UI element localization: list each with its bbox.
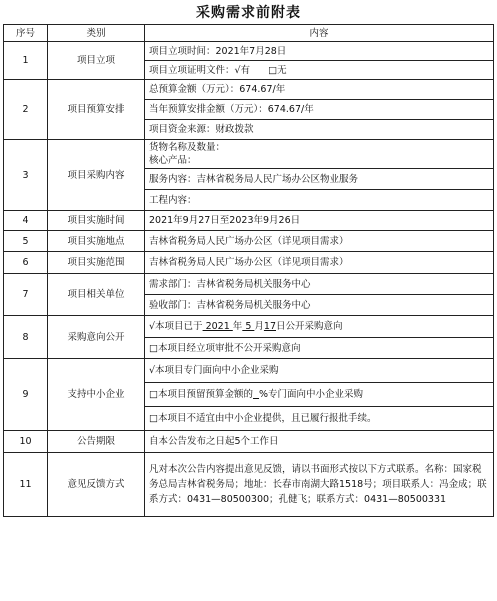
- table-header-row: [4, 25, 494, 42]
- row-category: 意见反馈方式: [48, 453, 145, 517]
- notice-year: 2021: [202, 321, 233, 332]
- row-content: 项目资金来源：财政拨款: [145, 120, 494, 140]
- table-row: [4, 231, 494, 252]
- requirements-table: [3, 24, 494, 517]
- row-category: 项目采购内容: [48, 140, 145, 211]
- table-row: [4, 453, 494, 517]
- row-content: [145, 140, 494, 169]
- row-number: 3: [4, 140, 48, 211]
- row-number: 6: [4, 252, 48, 274]
- row-category: 项目实施地点: [48, 231, 145, 252]
- notice-suffix: 日公开采购意向: [276, 321, 343, 332]
- notice-prefix: √本项目已于: [149, 321, 203, 332]
- notice-month-unit: 月: [254, 321, 264, 332]
- row-number: 10: [4, 431, 48, 453]
- row-number: 4: [4, 211, 48, 231]
- notice-month: 5: [242, 321, 255, 332]
- row-category: 项目实施范围: [48, 252, 145, 274]
- notice-year-unit: 年: [232, 321, 243, 332]
- row-content: 项目立项证明文件：√有 □无: [145, 61, 494, 80]
- row-content: □本项目不适宜由中小企业提供，且已履行报批手续。: [145, 407, 494, 431]
- row-content: 凡对本次公告内容提出意见反馈，请以书面形式按以下方式联系。名称：国家税务总局吉林省税务局；地址：长春市南湖大路1518号；项目联系人：冯金成；联系方式：0431—80500300；孔健飞；联系方式：0431—80500331: [145, 453, 494, 517]
- header-no: 序号: [4, 25, 48, 42]
- row-content: [145, 383, 494, 407]
- row-number: 1: [4, 42, 48, 80]
- page-title: 采购需求前附表: [196, 5, 301, 21]
- row-number: 2: [4, 80, 48, 140]
- table-row: [4, 274, 494, 295]
- row-content: 自本公告发布之日起5个工作日: [145, 431, 494, 453]
- table-row: [4, 42, 494, 61]
- core-product-line: 核心产品：: [149, 155, 197, 166]
- row-category: 项目预算安排: [48, 80, 145, 140]
- row-number: 8: [4, 316, 48, 359]
- row-content: 当年预算安排金额（万元）：674.67/年: [145, 100, 494, 120]
- row-content: 总预算金额（万元）：674.67/年: [145, 80, 494, 100]
- row-content: 工程内容：: [145, 190, 494, 211]
- row-content: 项目立项时间：2021年7月28日: [145, 42, 494, 61]
- row-content: 吉林省税务局人民广场办公区（详见项目需求）: [145, 231, 494, 252]
- reserve-prefix: □本项目预留预算金额的: [149, 389, 253, 400]
- row-content: 吉林省税务局人民广场办公区（详见项目需求）: [145, 252, 494, 274]
- row-content: √本项目专门面向中小企业采购: [145, 359, 494, 383]
- row-content: [145, 316, 494, 338]
- row-content: 验收部门：吉林省税务局机关服务中心: [145, 295, 494, 316]
- row-number: 7: [4, 274, 48, 316]
- table-row: [4, 211, 494, 231]
- table-row: [4, 140, 494, 169]
- row-number: 11: [4, 453, 48, 517]
- notice-day: 17: [263, 321, 276, 332]
- table-row: [4, 359, 494, 383]
- row-number: 9: [4, 359, 48, 431]
- row-category: 项目立项: [48, 42, 145, 80]
- reserve-suffix: %专门面向中小企业采购: [259, 389, 364, 400]
- table-row: [4, 80, 494, 100]
- table-row: [4, 316, 494, 338]
- header-category: 类别: [48, 25, 145, 42]
- row-content: 2021年9月27日至2023年9月26日: [145, 211, 494, 231]
- row-content: □本项目经立项审批不公开采购意向: [145, 338, 494, 359]
- goods-line: 货物名称及数量：: [149, 142, 226, 153]
- table-row: [4, 431, 494, 453]
- row-category: 公告期限: [48, 431, 145, 453]
- header-content: 内容: [145, 25, 494, 42]
- table-row: [4, 252, 494, 274]
- row-category: 采购意向公开: [48, 316, 145, 359]
- row-category: 项目相关单位: [48, 274, 145, 316]
- row-number: 5: [4, 231, 48, 252]
- row-category: 项目实施时间: [48, 211, 145, 231]
- row-category: 支持中小企业: [48, 359, 145, 431]
- row-content: 需求部门：吉林省税务局机关服务中心: [145, 274, 494, 295]
- row-content: 服务内容：吉林省税务局人民广场办公区物业服务: [145, 169, 494, 190]
